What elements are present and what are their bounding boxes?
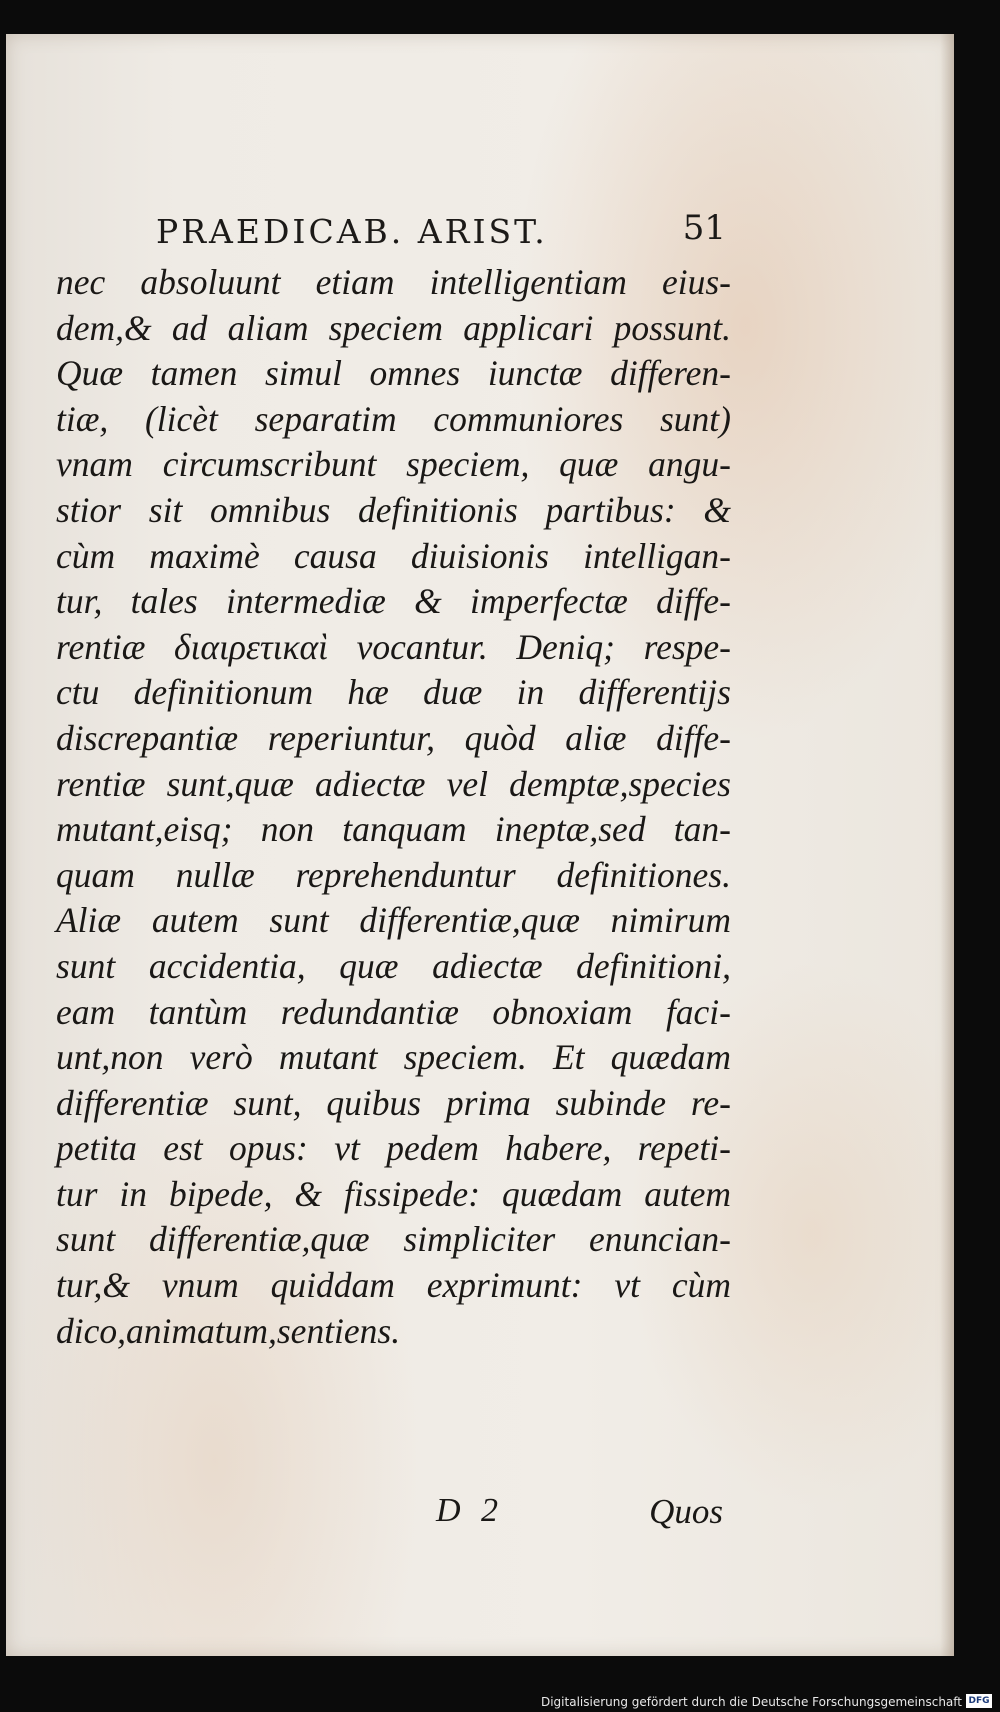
text-line: Quæ tamen simul omnes iunctæ differen- [56,353,731,394]
text-line: quam nullæ reprehenduntur definitiones. [56,854,731,895]
text-line: tiæ, (licèt separatim communiores sunt) [56,398,731,439]
text-line: sunt accidentia, quæ adiectæ definitioni, [56,945,731,986]
text-line: tur, tales intermediæ & imperfectæ diffe- [56,581,731,622]
text-line: dem,& ad aliam speciem applicari possunt. [56,307,731,348]
text-line: sunt differentiæ,quæ simpliciter enuncian- [56,1219,731,1260]
text-line: cùm maximè causa diuisionis intelligan- [56,535,731,576]
text-line: discrepantiæ reperiuntur, quòd aliæ diffe- [56,717,731,758]
text-line: dico,animatum,sentiens. [56,1310,401,1351]
page-header [156,208,726,251]
running-head: PRAEDICAB. ARIST. [156,212,548,251]
text-line: petita est opus: vt pedem habere, repeti- [56,1128,731,1169]
body-text [56,260,731,1354]
text-line: ctu definitionum hæ duæ in differentijs [56,672,731,713]
text-line: stior sit omnibus definitionis partibus: & [56,489,731,530]
digitization-footer [0,1690,1000,1712]
page-foot [56,1492,731,1542]
page-number: 51 [682,208,726,248]
text-line: nec absoluunt etiam intelligentiam eius- [56,262,731,302]
text-line: tur in bipede, & fissipede: quædam autem [56,1173,731,1214]
text-line: rentiæ διαιρετικαὶ vocantur. Deniq; respe- [56,626,731,667]
text-line: Aliæ autem sunt differentiæ,quæ nimirum [56,900,731,941]
text-line: differentiæ sunt, quibus prima subinde re- [56,1082,731,1123]
text-line: unt,non verò mutant speciem. Et quædam [56,1037,731,1078]
text-line: rentiæ sunt,quæ adiectæ vel demptæ,species [56,763,731,804]
catchword: Quos [649,1492,723,1531]
text-line: vnam circumscribunt speciem, quæ angu- [56,444,731,485]
book-page [6,34,954,1656]
text-line: tur,& vnum quiddam exprimunt: vt cùm [56,1265,731,1306]
page-edge-shadow [940,34,954,1656]
dfg-logo-icon: DFG [966,1694,992,1708]
signature-mark: D 2 [436,1492,505,1529]
funding-credit: Digitalisierung gefördert durch die Deutsche Forschungsgemeinschaft [540,1695,962,1709]
text-line: mutant,eisq; non tanquam ineptæ,sed tan- [56,809,731,850]
text-line: eam tantùm redundantiæ obnoxiam faci- [56,991,731,1032]
